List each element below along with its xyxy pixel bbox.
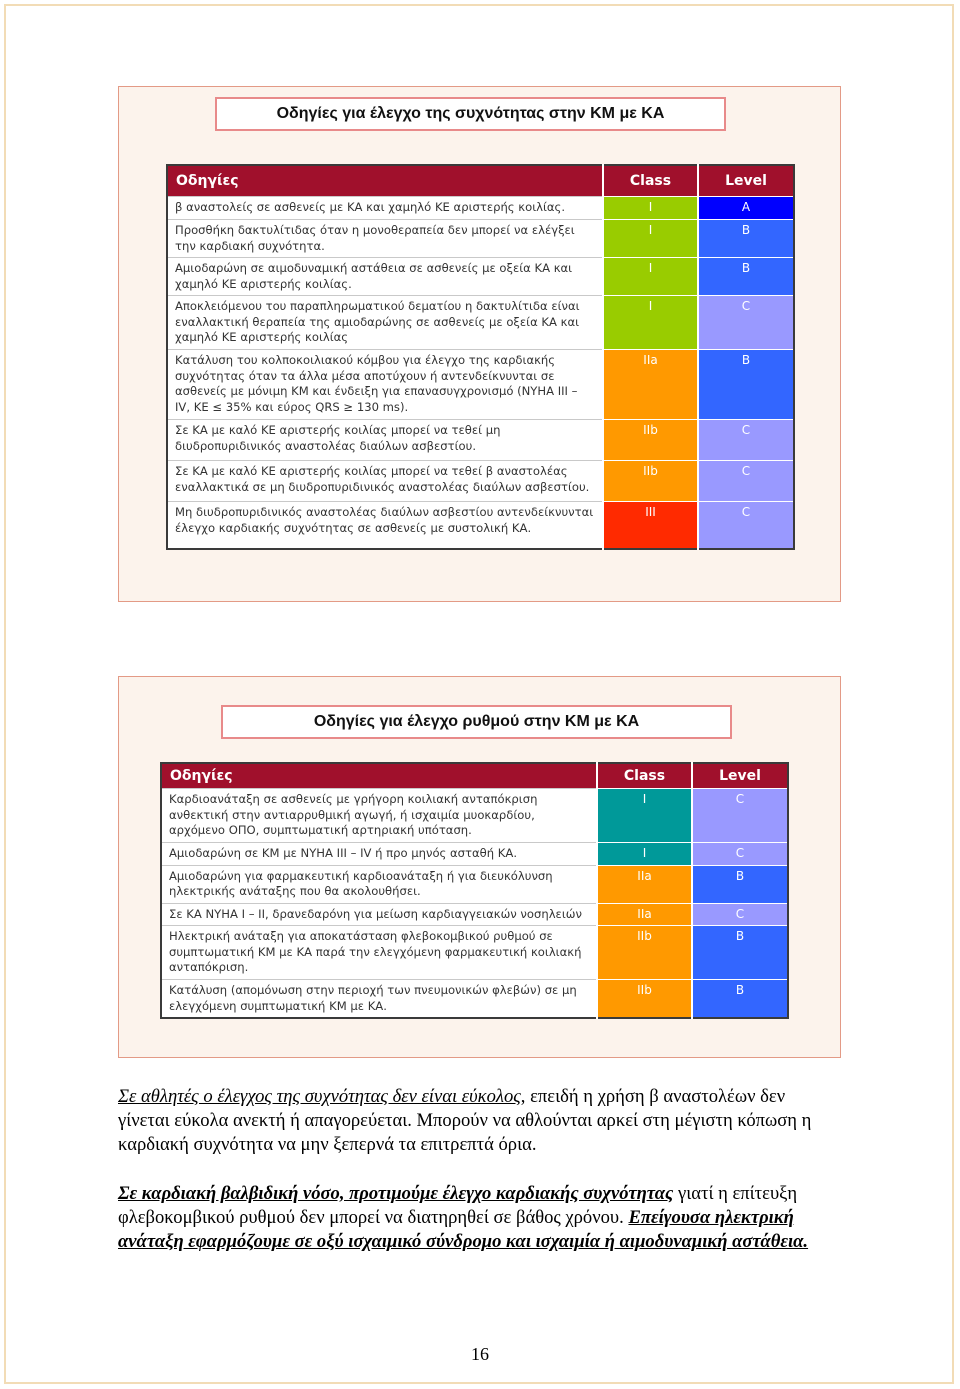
- level-cell: B: [692, 865, 788, 903]
- class-cell: III: [603, 502, 698, 549]
- class-cell: I: [603, 220, 698, 258]
- guideline-text: Μη διυδροπυριδινικός αναστολέας διαύλων ασβεστίου αντενδείκνυνται έλεγχο καρδιακής συχνότητας σε ασθενείς με συστολική ΚΑ.: [167, 502, 603, 549]
- guidelines-table: [166, 164, 795, 550]
- table-row: [167, 502, 794, 549]
- slide-rate-control: [118, 86, 841, 602]
- class-cell: IIb: [603, 461, 698, 502]
- class-cell: IIb: [603, 420, 698, 461]
- page-number: 16: [471, 1344, 489, 1364]
- guideline-text: Κατάλυση (απομόνωση στην περιοχή των πνευμονικών φλεβών) σε μη ελεγχόμενη συμπτωματική ΚΜ με ΚΑ.: [161, 980, 597, 1019]
- table-row: [161, 865, 788, 903]
- table-header-row: [167, 165, 794, 197]
- header-level: Level: [692, 763, 788, 789]
- table-row: [167, 220, 794, 258]
- table-row: [161, 789, 788, 843]
- header-level: Level: [698, 165, 794, 197]
- level-cell: C: [692, 903, 788, 926]
- guideline-text: Σε ΚΑ με καλό ΚΕ αριστερής κοιλίας μπορεί να τεθεί μη διυδροπυριδινικός αναστολέας διαύλων ασβεστίου.: [167, 420, 603, 461]
- level-cell: B: [692, 926, 788, 980]
- level-cell: C: [692, 843, 788, 866]
- guideline-text: β αναστολείς σε ασθενείς με ΚΑ και χαμηλό ΚΕ αριστερής κοιλίας.: [167, 197, 603, 220]
- level-cell: C: [692, 789, 788, 843]
- table-row: [161, 903, 788, 926]
- table-row: [167, 197, 794, 220]
- guideline-text: Κατάλυση του κολποκοιλιακού κόμβου για έλεγχο της καρδιακής συχνότητας όταν τα άλλα μέσα αποτύχουν ή αντενδείκνυνται σε ασθενείς με μόνιμη ΚΜ και ένδειξη για επανασυγχρονισμό (NYHA III – IV, KE ≤ 35% και εύρος QRS ≥ 130 ms).: [167, 350, 603, 420]
- class-cell: I: [597, 789, 692, 843]
- header-guideline: Οδηγίες: [161, 763, 597, 789]
- class-cell: IIb: [597, 980, 692, 1019]
- class-cell: IIa: [597, 865, 692, 903]
- guideline-text: Αμιοδαρώνη σε αιμοδυναμική αστάθεια σε ασθενείς με οξεία ΚΑ και χαμηλό ΚΕ αριστερής κοιλίας.: [167, 258, 603, 296]
- slide-rhythm-control: [118, 676, 841, 1058]
- guideline-text: Ηλεκτρική ανάταξη για αποκατάσταση φλεβοκομβικού ρυθμού σε συμπτωματική ΚΜ με ΚΑ παρά την ελεγχόμενη φαρμακευτική κοιλιακή ανταπόκριση.: [161, 926, 597, 980]
- paragraph-text: γιατί η επίτευξη φλεβοκομβικού ρυθμού δεν μπορεί να διατηρηθεί σε βάθος χρόνου.: [118, 1183, 798, 1229]
- slide-title: Οδηγίες για έλεγχο ρυθμού στην ΚΜ με ΚΑ: [221, 705, 732, 739]
- class-cell: IIa: [603, 350, 698, 420]
- header-class: Class: [603, 165, 698, 197]
- table-row: [161, 843, 788, 866]
- level-cell: B: [698, 220, 794, 258]
- class-cell: IIa: [597, 903, 692, 926]
- level-cell: C: [698, 420, 794, 461]
- guideline-text: Αποκλειόμενου του παραπληρωματικού δεματίου η δακτυλίτιδα είναι εναλλακτική θεραπεία της αμιοδαρώνης σε ασθενείς με οξεία ΚΑ και χαμηλό ΚΕ αριστερής κοιλίας: [167, 296, 603, 350]
- class-cell: I: [603, 296, 698, 350]
- level-cell: C: [698, 461, 794, 502]
- guidelines-table: [160, 762, 789, 1019]
- guideline-text: Σε ΚΑ NYHA I – II, δρανεδαρόνη για μείωση καρδιαγγειακών νοσηλειών: [161, 903, 597, 926]
- table-row: [161, 926, 788, 980]
- level-cell: C: [698, 502, 794, 549]
- paragraph-valvular: [118, 1182, 838, 1255]
- guideline-text: Προσθήκη δακτυλίτιδας όταν η μονοθεραπεία δεν μπορεί να ελέγξει την καρδιακή συχνότητα.: [167, 220, 603, 258]
- table-row: [167, 350, 794, 420]
- guideline-text: Σε ΚΑ με καλό ΚΕ αριστερής κοιλίας μπορεί να τεθεί β αναστολέας εναλλακτικά σε μη διυδροπυριδινικός αναστολέας διαύλων ασβεστίου.: [167, 461, 603, 502]
- emphasis-text: Σε αθλητές ο έλεγχος της συχνότητας δεν είναι εύκολος: [118, 1086, 521, 1107]
- slide-title: Οδηγίες για έλεγχο της συχνότητας στην ΚΜ με ΚΑ: [215, 97, 726, 131]
- table-header-row: [161, 763, 788, 789]
- level-cell: B: [692, 980, 788, 1019]
- paragraph-athletes: [118, 1085, 838, 1158]
- paragraph-text: , επειδή η χρήση β αναστολέων δεν γίνεται εύκολα ανεκτή ή απαγορεύεται. Μπορούν να αθλούνται αρκεί στη μέγιστη κόπωση η καρδιακή συχνότητα να μην ξεπερνά τα επιτρεπτά όρια.: [118, 1086, 812, 1156]
- emphasis-text: Επείγουσα ηλεκτρική ανάταξη εφαρμόζουμε σε οξύ ισχαιμικό σύνδρομο και ισχαιμία ή αιμοδυναμική αστάθεια.: [118, 1207, 809, 1253]
- class-cell: I: [597, 843, 692, 866]
- class-cell: I: [603, 258, 698, 296]
- table-row: [161, 980, 788, 1019]
- class-cell: I: [603, 197, 698, 220]
- emphasis-text: Σε καρδιακή βαλβιδική νόσο, προτιμούμε έλεγχο καρδιακής συχνότητας: [118, 1183, 674, 1204]
- guideline-text: Αμιοδαρώνη σε ΚΜ με NYHA III – IV ή προ μηνός ασταθή ΚΑ.: [161, 843, 597, 866]
- table-row: [167, 296, 794, 350]
- level-cell: A: [698, 197, 794, 220]
- guideline-text: Καρδιοανάταξη σε ασθενείς με γρήγορη κοιλιακή ανταπόκριση ανθεκτική στην αντιαρρυθμική αγωγή, ή ισχαιμία μυοκαρδίου, αρχόμενο ΟΠΟ, συμπτωματική αρτηριακή υπόταση.: [161, 789, 597, 843]
- table-row: [167, 420, 794, 461]
- level-cell: B: [698, 350, 794, 420]
- table-row: [167, 258, 794, 296]
- header-class: Class: [597, 763, 692, 789]
- level-cell: C: [698, 296, 794, 350]
- class-cell: IIb: [597, 926, 692, 980]
- level-cell: B: [698, 258, 794, 296]
- guideline-text: Αμιοδαρώνη για φαρμακευτική καρδιοανάταξη ή για διευκόλυνση ηλεκτρικής ανάταξης που θα ακολουθήσει.: [161, 865, 597, 903]
- table-row: [167, 461, 794, 502]
- header-guideline: Οδηγίες: [167, 165, 603, 197]
